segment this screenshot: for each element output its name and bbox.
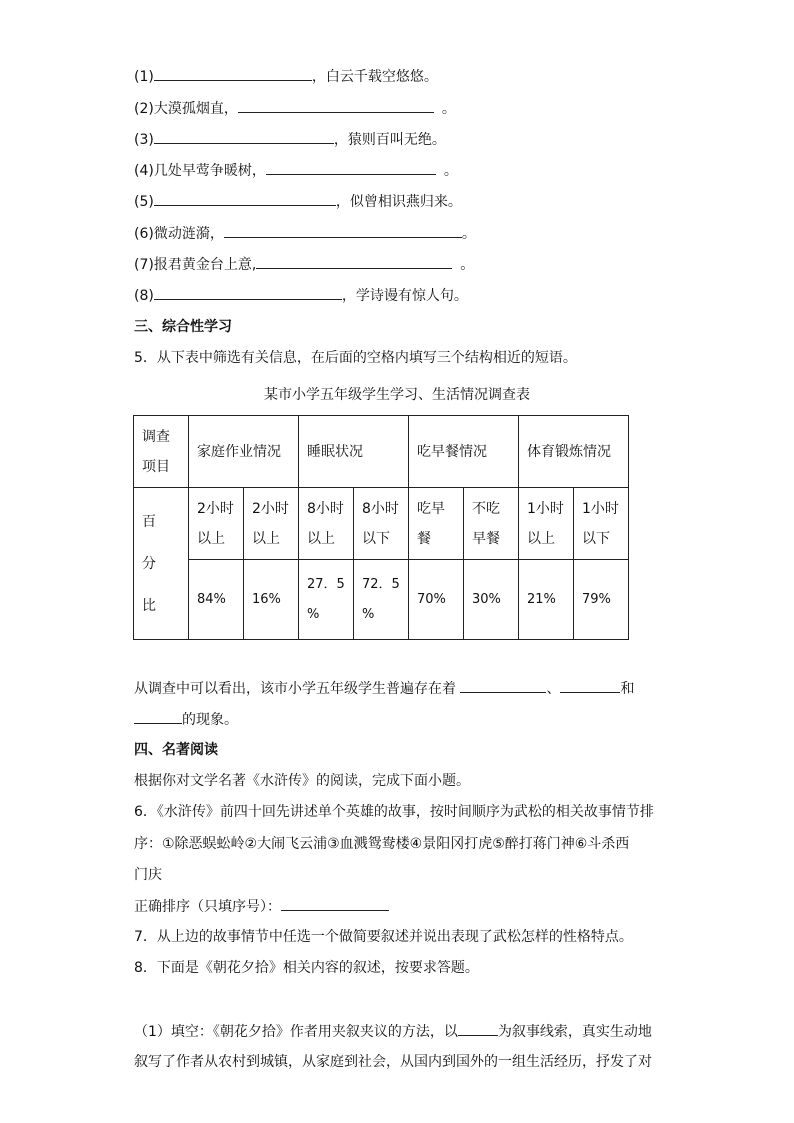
poem-1-prefix: (1) bbox=[134, 69, 154, 85]
header-label-line-2: 项目 bbox=[142, 458, 170, 475]
section-4-intro: 根据你对文学名著《水浒传》的阅读，完成下面小题。 bbox=[134, 773, 470, 789]
poem-7-prefix: (7)报君黄金台上意, bbox=[134, 257, 257, 273]
value-cell: 79% bbox=[574, 560, 629, 640]
subheader-cell bbox=[574, 488, 629, 560]
subheader-text: 1小时 bbox=[582, 500, 619, 517]
poem-7-blank[interactable] bbox=[256, 254, 452, 269]
subheader-text: 8小时 bbox=[307, 500, 344, 517]
question-6-answer-blank[interactable] bbox=[281, 896, 389, 911]
table-subheader-row bbox=[134, 488, 629, 560]
poem-line-2 bbox=[134, 98, 456, 119]
conclusion-blank-1[interactable] bbox=[460, 678, 546, 693]
subheader-text: 早餐 bbox=[472, 530, 500, 547]
question-6-answer bbox=[134, 896, 389, 917]
table-header-row bbox=[134, 416, 629, 488]
poem-5-suffix: ，似曾相识燕归来。 bbox=[335, 194, 462, 210]
poem-line-6 bbox=[134, 223, 476, 244]
poem-4-suffix: 。 bbox=[443, 163, 458, 179]
subheader-text: 2小时 bbox=[197, 500, 234, 517]
value-cell bbox=[354, 560, 409, 640]
poem-5-prefix: (5) bbox=[134, 194, 154, 210]
question-6-line-1: 6．《水浒传》前四十回先讲述单个英雄的故事，按时间顺序为武松的相关故事情节排 bbox=[134, 804, 654, 820]
poem-4-blank[interactable] bbox=[266, 160, 436, 175]
conclusion-text-c: 和 bbox=[620, 681, 635, 697]
question-8-1-text-b: 为叙事线索，真实生动地 bbox=[497, 1024, 652, 1040]
poem-8-blank[interactable] bbox=[154, 285, 342, 300]
poem-line-8 bbox=[134, 285, 468, 306]
question-8-1-line-2: 叙写了作者从农村到城镇，从家庭到社会，从国内到国外的一组生活经历，抒发了对 bbox=[134, 1054, 652, 1070]
value-text: 27．5 bbox=[307, 576, 345, 592]
header-label-cell bbox=[134, 416, 189, 488]
poem-line-4 bbox=[134, 160, 458, 181]
poem-line-1 bbox=[134, 66, 438, 87]
row-label-char-3: 比 bbox=[142, 597, 156, 614]
poem-line-3 bbox=[134, 129, 446, 150]
poem-3-blank[interactable] bbox=[154, 129, 334, 144]
group-exercise: 体育锻炼情况 bbox=[519, 416, 629, 488]
subheader-cell bbox=[299, 488, 354, 560]
conclusion-blank-3[interactable] bbox=[134, 709, 182, 724]
poem-5-blank[interactable] bbox=[154, 191, 336, 206]
poem-8-prefix: (8) bbox=[134, 288, 154, 304]
question-7: 7．从上边的故事情节中任选一个做简要叙述并说出表现了武松怎样的性格特点。 bbox=[134, 929, 633, 945]
poem-7-suffix: 。 bbox=[460, 257, 475, 273]
value-cell: 21% bbox=[519, 560, 574, 640]
subheader-cell bbox=[409, 488, 464, 560]
value-text: 72．5 bbox=[362, 576, 400, 592]
subheader-text: 以下 bbox=[362, 530, 390, 547]
value-cell: 30% bbox=[464, 560, 519, 640]
poem-line-5 bbox=[134, 191, 462, 212]
subheader-text: 餐 bbox=[417, 530, 431, 547]
poem-6-prefix: (6)微动涟漪， bbox=[134, 226, 224, 242]
table-caption: 某市小学五年级学生学习、生活情况调查表 bbox=[264, 387, 530, 403]
poem-6-blank[interactable] bbox=[224, 223, 462, 238]
question-8: 8．下面是《朝花夕拾》相关内容的叙述，按要求答题。 bbox=[134, 960, 479, 976]
question-8-1-text-a: （1）填空：《朝花夕拾》作者用夹叙夹议的方法，以 bbox=[134, 1024, 458, 1040]
subheader-text: 8小时 bbox=[362, 500, 399, 517]
conclusion-text-d: 的现象。 bbox=[182, 712, 238, 728]
conclusion-line-1 bbox=[134, 678, 634, 699]
poem-3-prefix: (3) bbox=[134, 132, 154, 148]
poem-8-suffix: ，学诗谩有惊人句。 bbox=[341, 288, 468, 304]
question-6-answer-label: 正确排序（只填序号）： bbox=[134, 899, 281, 915]
value-cell: 70% bbox=[409, 560, 464, 640]
poem-4-prefix: (4)几处早莺争暖树， bbox=[134, 163, 266, 179]
poem-6-suffix: 。 bbox=[461, 226, 476, 242]
subheader-text: 以下 bbox=[582, 530, 610, 547]
table-value-row bbox=[134, 560, 629, 640]
question-6-line-2: 序：①除恶蜈蚣岭②大闹飞云浦③血溅鸳鸯楼④景阳冈打虎⑤醉打蒋门神⑥斗杀西 bbox=[134, 836, 630, 852]
subheader-cell bbox=[519, 488, 574, 560]
subheader-cell bbox=[354, 488, 409, 560]
value-cell: 84% bbox=[189, 560, 244, 640]
subheader-text: 吃早 bbox=[417, 500, 445, 517]
group-homework: 家庭作业情况 bbox=[189, 416, 299, 488]
value-cell bbox=[299, 560, 354, 640]
header-label-line-1: 调查 bbox=[142, 428, 170, 445]
poem-3-suffix: ，猿则百叫无绝。 bbox=[333, 132, 446, 148]
survey-table bbox=[133, 415, 629, 640]
conclusion-line-2 bbox=[134, 709, 238, 730]
subheader-text: 以上 bbox=[197, 530, 225, 547]
section-3-heading: 三、综合性学习 bbox=[134, 319, 232, 335]
subheader-cell bbox=[244, 488, 299, 560]
subheader-text: 2小时 bbox=[252, 500, 289, 517]
group-breakfast: 吃早餐情况 bbox=[409, 416, 519, 488]
subheader-text: 以上 bbox=[307, 530, 335, 547]
section-4-heading: 四、名著阅读 bbox=[134, 742, 218, 758]
conclusion-blank-2[interactable] bbox=[560, 678, 620, 693]
subheader-text: 不吃 bbox=[472, 500, 500, 517]
subheader-text: 1小时 bbox=[527, 500, 564, 517]
row-label-cell bbox=[134, 488, 189, 640]
subheader-cell bbox=[464, 488, 519, 560]
value-cell: 16% bbox=[244, 560, 299, 640]
subheader-cell bbox=[189, 488, 244, 560]
group-sleep: 睡眠状况 bbox=[299, 416, 409, 488]
conclusion-text-b: 、 bbox=[546, 681, 561, 697]
subheader-text: 以上 bbox=[252, 530, 280, 547]
poem-line-7 bbox=[134, 254, 474, 275]
question-6-line-3: 门庆 bbox=[134, 867, 162, 883]
poem-2-blank[interactable] bbox=[238, 98, 434, 113]
conclusion-text-a: 从调查中可以看出，该市小学五年级学生普遍存在着 bbox=[134, 681, 461, 697]
value-suffix: % bbox=[362, 606, 375, 622]
question-5: 5．从下表中筛选有关信息，在后面的空格内填写三个结构相近的短语。 bbox=[134, 350, 577, 366]
subheader-text: 以上 bbox=[527, 530, 555, 547]
question-8-1-line-1 bbox=[134, 1021, 652, 1042]
row-label-char-2: 分 bbox=[142, 555, 156, 572]
question-8-1-blank[interactable] bbox=[458, 1021, 498, 1036]
poem-1-suffix: ，白云千载空悠悠。 bbox=[311, 69, 438, 85]
value-suffix: % bbox=[307, 606, 320, 622]
poem-2-suffix: 。 bbox=[441, 101, 456, 117]
poem-1-blank[interactable] bbox=[154, 66, 312, 81]
poem-2-prefix: (2)大漠孤烟直， bbox=[134, 101, 238, 117]
row-label-char-1: 百 bbox=[142, 513, 156, 530]
